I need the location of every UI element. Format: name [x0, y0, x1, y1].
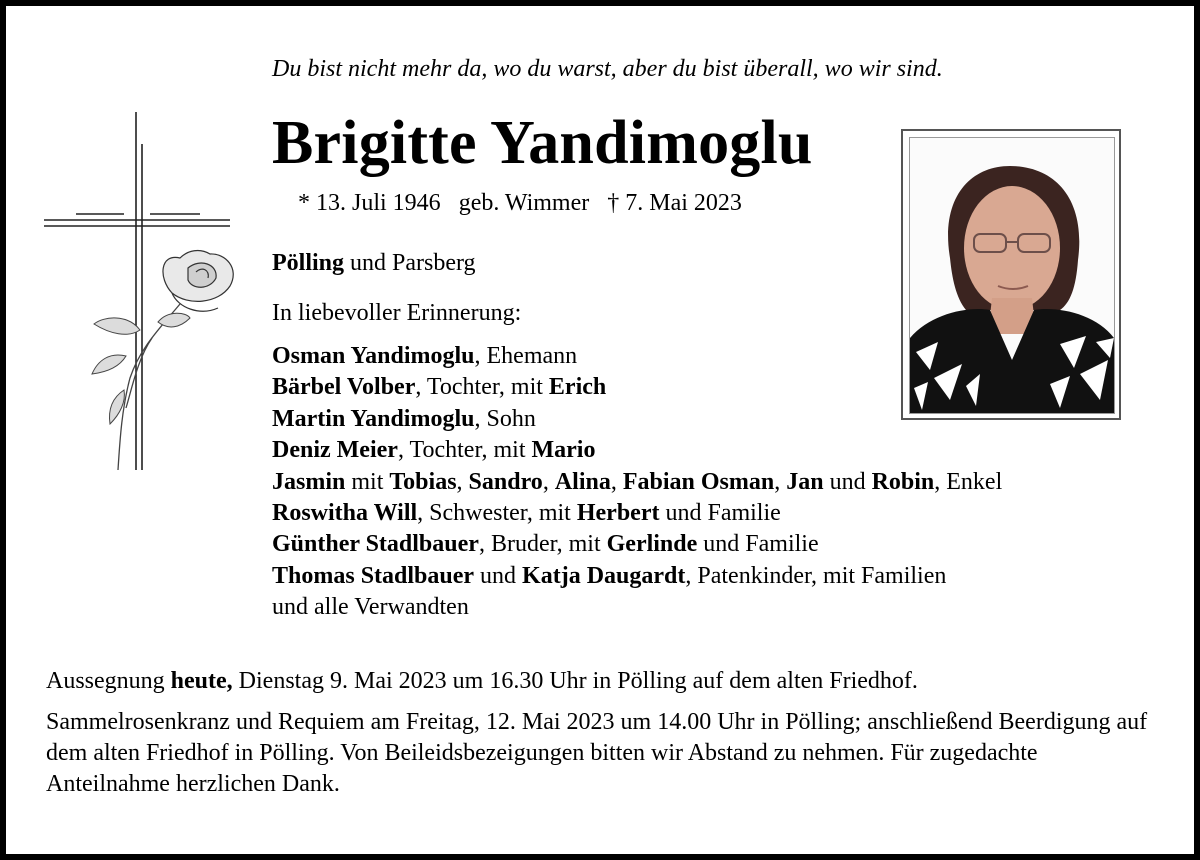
mourner-line: [272, 561, 1002, 592]
name-bold: Tobias: [389, 468, 457, 495]
text-segment: , Patenkinder, mit Familien: [685, 562, 947, 589]
portrait-photo: [909, 137, 1115, 414]
text-segment: mit: [345, 468, 390, 495]
mourner-line: [272, 467, 1002, 498]
name-bold: Fabian Osman: [622, 468, 775, 495]
text-segment: , Tochter, mit: [415, 374, 549, 401]
name-bold: Gerlinde: [606, 531, 698, 558]
text-segment: und Familie: [659, 500, 781, 527]
mourner-line: [272, 498, 1002, 529]
text-segment: , Schwester, mit: [417, 500, 577, 527]
name-bold: Jan: [786, 468, 824, 495]
text-segment: Aussegnung: [46, 668, 171, 694]
mourner-line: [272, 372, 1002, 403]
memory-heading: In liebevoller Erinnerung:: [272, 300, 522, 326]
mourner-line: [272, 529, 1002, 560]
text-segment: und: [823, 468, 872, 495]
requiem-notice: Sammelrosenkranz und Requiem am Freitag, 12. Mai 2023 um 14.00 Uhr in Pölling; anschließend Beerdigung auf dem alten Friedhof in Pölling. Von Beileidsbezeigungen bitten wir Abstand zu nehmen. Für zugedachte Anteilnahme herzlichen Dank.: [46, 709, 1148, 797]
residence: [272, 250, 476, 277]
mourner-line: [272, 592, 1002, 623]
text-segment: Dienstag 9. Mai 2023 um 16.30 Uhr in Pölling auf dem alten Friedhof.: [232, 668, 918, 694]
text-segment: und Familie: [697, 531, 819, 558]
name-bold: Bärbel Volber: [272, 374, 416, 401]
name-bold: Deniz Meier: [272, 437, 398, 464]
birth-date: * 13. Juli 1946: [298, 190, 441, 216]
residence-main: Pölling: [272, 250, 345, 276]
text-segment: ,: [774, 468, 787, 495]
deceased-name: Brigitte Yandimoglu: [272, 109, 813, 177]
text-segment: , Bruder, mit: [478, 531, 607, 558]
memorial-quote: Du bist nicht mehr da, wo du warst, aber du bist überall, wo wir sind.: [272, 56, 943, 82]
residence-rest: und Parsberg: [344, 250, 476, 276]
mourner-line: [272, 435, 1002, 466]
name-bold: Robin: [871, 468, 935, 495]
death-date: † 7. Mai 2023: [607, 190, 742, 216]
name-bold: Osman Yandimoglu: [272, 343, 475, 369]
name-bold: Günther Stadlbauer: [272, 531, 479, 558]
text-segment: und alle Verwandten: [272, 594, 469, 621]
name-bold: Roswitha Will: [272, 500, 418, 527]
text-segment: , Ehemann: [474, 343, 578, 369]
name-bold: Alina: [554, 468, 611, 495]
mourner-line: [272, 341, 1002, 372]
name-bold: Thomas Stadlbauer: [272, 562, 475, 589]
text-segment: ,: [610, 468, 623, 495]
mourner-line: [272, 404, 1002, 435]
portrait-frame: [901, 129, 1121, 420]
maiden-name: geb. Wimmer: [458, 190, 590, 216]
name-bold: heute,: [170, 668, 233, 694]
text-segment: , Tochter, mit: [397, 437, 532, 464]
name-bold: Martin Yandimoglu: [272, 405, 475, 432]
name-bold: Mario: [531, 437, 596, 464]
name-bold: Herbert: [576, 500, 660, 527]
text-segment: ,: [542, 468, 555, 495]
cross-with-rose-icon: [40, 108, 240, 476]
name-bold: Jasmin: [272, 468, 346, 495]
text-segment: ,: [456, 468, 469, 495]
mourners-list: [272, 341, 1002, 624]
text-segment: , Enkel: [934, 468, 1003, 495]
funeral-notice: [46, 668, 918, 695]
name-bold: Erich: [548, 374, 607, 401]
text-segment: und: [474, 562, 523, 589]
life-dates: [298, 190, 754, 217]
name-bold: Sandro: [468, 468, 543, 495]
name-bold: Katja Daugardt: [522, 562, 686, 589]
text-segment: , Sohn: [474, 405, 536, 432]
